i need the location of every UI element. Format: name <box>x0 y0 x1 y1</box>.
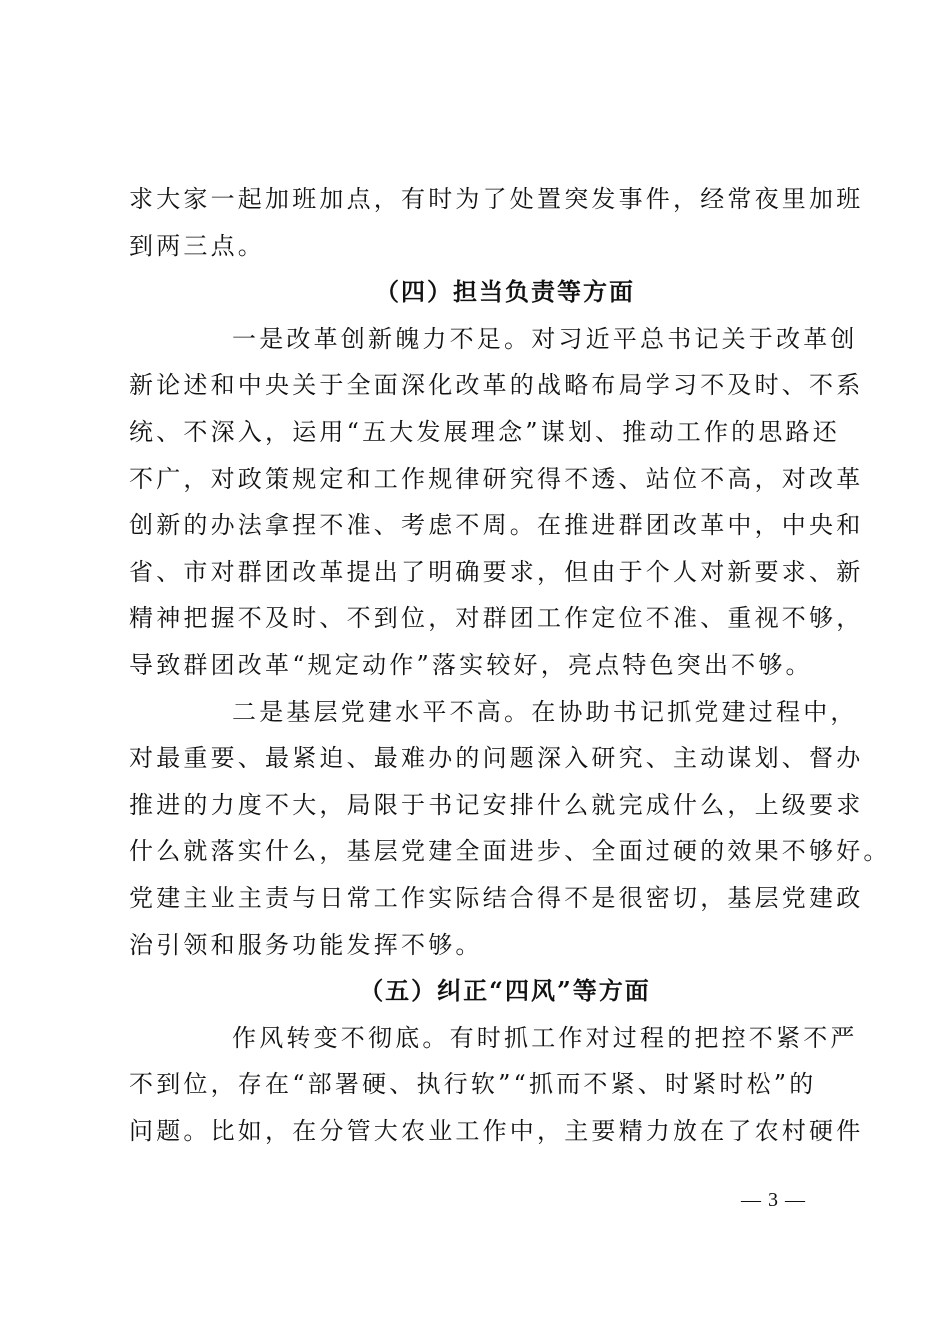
section-heading: （五）纠正“四风”等方面 <box>359 976 651 1006</box>
paragraph-line: 问题。比如，在分管大农业工作中，主要精力放在了农村硬件 <box>129 1116 864 1145</box>
section-heading: （四）担当负责等方面 <box>375 277 635 307</box>
paragraph-line: 统、不深入，运用“五大发展理念”谋划、推动工作的思路还 <box>129 417 840 446</box>
paragraph-line: 创新的办法拿捏不准、考虑不周。在推进群团改革中，中央和 <box>129 511 864 540</box>
paragraph-line: 导致群团改革“规定动作”落实较好，亮点特色突出不够。 <box>129 650 813 679</box>
page-number: — 3 — <box>741 1189 806 1211</box>
paragraph-line: 一是改革创新魄力不足。对习近平总书记关于改革创 <box>232 324 858 353</box>
paragraph-line: 求大家一起加班加点，有时为了处置突发事件，经常夜里加班 <box>129 185 864 213</box>
paragraph-line: 不到位，存在“部署硬、执行软”“抓而不紧、时紧时松”的 <box>129 1070 817 1099</box>
paragraph-line: 不广，对政策规定和工作规律研究得不透、站位不高，对改革 <box>129 464 864 493</box>
paragraph-line: 作风转变不彻底。有时抓工作对过程的把控不紧不严 <box>232 1023 858 1052</box>
paragraph-line: 推进的力度不大，局限于书记安排什么就完成什么，上级要求 <box>129 790 864 819</box>
paragraph-line: 精神把握不及时、不到位，对群团工作定位不准、重视不够， <box>129 604 864 633</box>
body-text <box>129 176 891 1154</box>
paragraph-line: 对最重要、最紧迫、最难办的问题深入研究、主动谋划、督办 <box>129 744 864 773</box>
paragraph-line: 二是基层党建水平不高。在协助书记抓党建过程中， <box>232 697 858 726</box>
paragraph-line: 治引领和服务功能发挥不够。 <box>129 930 483 959</box>
paragraph-line: 党建主业主责与日常工作实际结合得不是很密切，基层党建政 <box>129 883 864 912</box>
paragraph-line: 新论述和中央关于全面深化改革的战略布局学习不及时、不系 <box>129 371 864 400</box>
paragraph-line: 到两三点。 <box>129 231 265 260</box>
paragraph-line: 什么就落实什么，基层党建全面进步、全面过硬的效果不够好。 <box>129 837 891 866</box>
paragraph-line: 省、市对群团改革提出了明确要求，但由于个人对新要求、新 <box>129 557 864 586</box>
